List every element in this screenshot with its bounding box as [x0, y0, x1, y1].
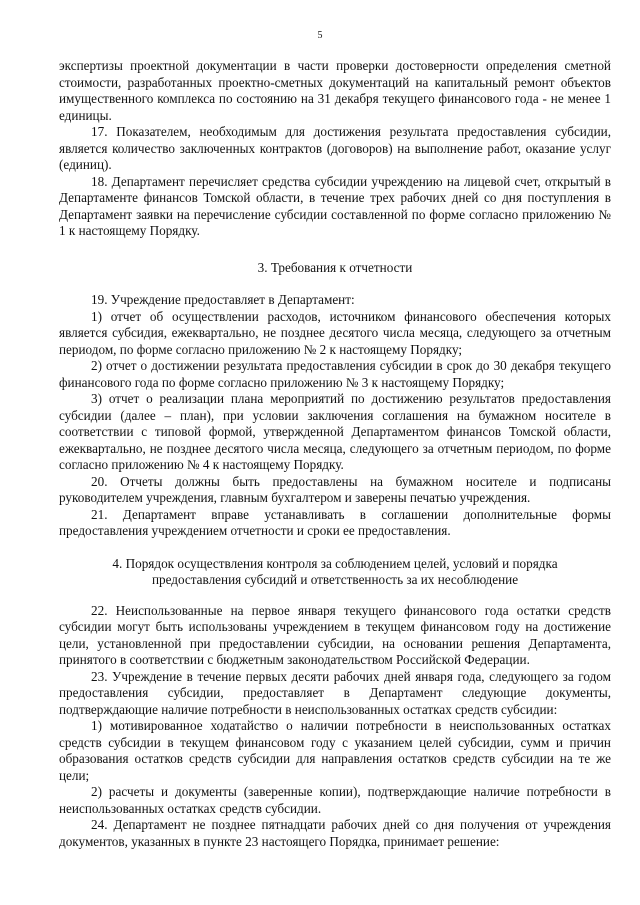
document-body — [59, 58, 611, 850]
paragraph-19-item-2: 2) отчет о достижении результата предоставления субсидии в срок до 30 декабря текущего финансового года по форме согласно приложению № 3 к настоящему Порядку; — [59, 358, 611, 390]
paragraph-24: 24. Департамент не позднее пятнадцати рабочих дней со дня получения от учреждения документов, указанных в пункте 23 настоящего Порядка, принимает решение: — [59, 817, 611, 849]
paragraph-21: 21. Департамент вправе устанавливать в соглашении дополнительные формы предоставления учреждением отчетности и сроки ее предоставления. — [59, 506, 611, 538]
paragraph-continuation: экспертизы проектной документации в части проверки достоверности определения сметной стоимости, разработанных проектно-сметных документаций на капитальный ремонт объектов имущественного комплекса по состоянию на 31 декабря текущего финансового года - не менее 1 единицы. — [59, 58, 611, 123]
section-3-heading: 3. Требования к отчетности — [257, 259, 413, 275]
section-4-heading-line-1: 4. Порядок осуществления контроля за соблюдением целей, условий и порядка — [112, 555, 558, 571]
paragraph-22: 22. Неиспользованные на первое января текущего финансового года остатки средств субсидии могут быть использованы учреждением в текущем финансовом году на достижение цели, установленной при предоставлении субсидии, на основании решения Департамента, принятого в соответствии с бюджетным законодательством Российской Федерации. — [59, 602, 611, 667]
paragraph-19: 19. Учреждение предоставляет в Департамент: — [91, 292, 355, 307]
paragraph-23-item-2: 2) расчеты и документы (заверенные копии), подтверждающие наличие потребности в неиспользованных остатках средств субсидии. — [59, 784, 611, 816]
section-4-heading — [59, 556, 611, 589]
paragraph-20: 20. Отчеты должны быть предоставлены на бумажном носителе и подписаны руководителем учреждения, главным бухгалтером и заверены печатью учреждения. — [59, 473, 611, 505]
paragraph-17: 17. Показателем, необходимым для достижения результата предоставления субсидии, является количество заключенных контрактов (договоров) на выполнение работ, оказание услуг (единиц). — [59, 124, 611, 172]
page-number: 5 — [317, 30, 323, 41]
section-4-heading-line-2: предоставления субсидий и ответственность за их несоблюдение — [151, 572, 519, 587]
paragraph-23: 23. Учреждение в течение первых десяти рабочих дней января года, следующего за годом предоставления субсидии, предоставляет в Департамент следующие документы, подтверждающие наличие потребности в неиспользованных остатках средств субсидии: — [59, 668, 611, 717]
paragraph-23-item-1: 1) мотивированное ходатайство о наличии потребности в неиспользованных остатках средств субсидии в текущем финансовом году с указанием целей субсидии, сумм и причин образования остатков средств субсидии для направления остатков средств субсидии на те же цели; — [59, 718, 611, 783]
paragraph-19-item-1: 1) отчет об осуществлении расходов, источником финансового обеспечения которых является субсидия, ежеквартально, не позднее десятого числа месяца, следующего за отчетным периодом, по форме согласно приложению № 2 к настоящему Порядку; — [59, 308, 611, 357]
paragraph-19-item-3: 3) отчет о реализации плана мероприятий по достижению результатов предоставления субсидии (далее – план), при условии заключения соглашения на бумажном носителе в соответствии с типовой формой, утвержденной Департаментом финансов Томской области, ежеквартально, не позднее десятого числа месяца, следующего за отчетным периодом, по форме согласно приложению № 4 к настоящему Порядку. — [59, 391, 611, 472]
paragraph-18: 18. Департамент перечисляет средства субсидии учреждению на лицевой счет, открытый в Департаменте финансов Томской области, в течение трех рабочих дней со дня поступления в Департамент заявки на перечисление субсидии составленной по форме согласно приложению № 1 к настоящему Порядку. — [59, 173, 611, 238]
